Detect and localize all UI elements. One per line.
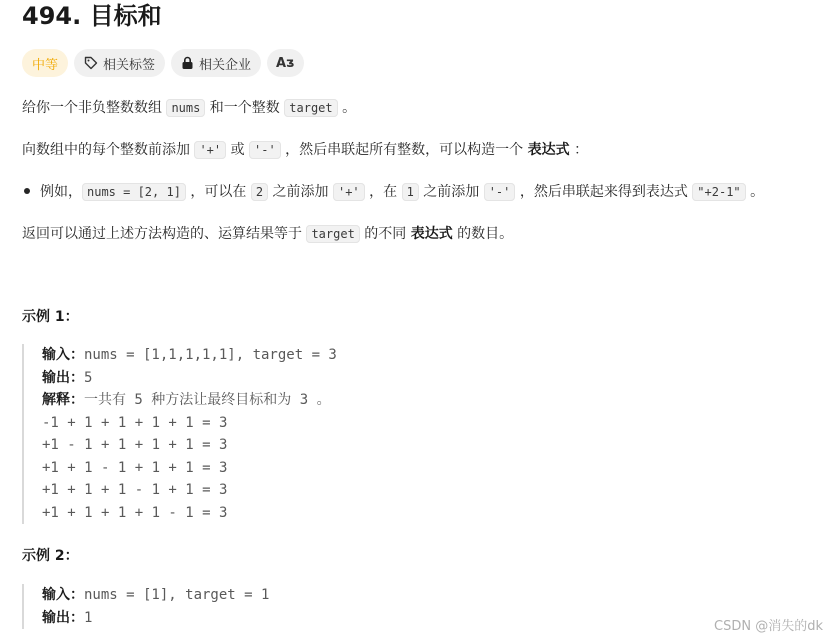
example-expression-line: +1 + 1 + 1 + 1 - 1 = 3 — [42, 504, 228, 521]
example-expression-line: -1 + 1 + 1 + 1 + 1 = 3 — [42, 414, 228, 431]
example-1-block — [22, 344, 337, 524]
desc-text: ，在 — [364, 184, 402, 200]
example-output — [42, 367, 337, 390]
example-2-title: 示例 2： — [22, 548, 79, 564]
desc-text: 或 — [226, 142, 250, 158]
explain-value: 一共有 5 种方法让最终目标和为 3 。 — [84, 392, 331, 408]
tag-row — [22, 49, 304, 77]
inline-code: "+2-1" — [692, 183, 745, 201]
bullet-dot — [24, 188, 30, 194]
example-explanation — [42, 389, 337, 412]
inline-code: '-' — [484, 183, 516, 201]
desc-text: 。 — [745, 184, 765, 200]
inline-code: 1 — [402, 183, 419, 201]
inline-code: 2 — [251, 183, 268, 201]
inline-code: '+' — [333, 183, 365, 201]
lock-icon — [181, 56, 194, 70]
example-expression-line: +1 + 1 - 1 + 1 + 1 = 3 — [42, 459, 228, 476]
explain-label: 解释： — [42, 392, 84, 408]
bold-term: 表达式 — [410, 226, 453, 242]
desc-text: 和一个整数 — [205, 100, 285, 116]
input-label: 输入： — [42, 347, 84, 363]
input-label: 输入： — [42, 587, 84, 603]
related-companies-label: 相关企业 — [199, 57, 252, 73]
output-label: 输出： — [42, 369, 84, 386]
desc-text: ，然后串联起所有整数，可以构造一个 — [280, 142, 528, 158]
problem-title: 494. 目标和 — [22, 2, 162, 30]
example-1-title: 示例 1： — [22, 309, 79, 325]
font-size-button[interactable]: Aᴣ — [267, 49, 303, 77]
desc-bullet — [22, 181, 764, 203]
input-value: nums = [1], target = 1 — [84, 587, 270, 603]
related-companies-button[interactable] — [171, 49, 261, 77]
output-value: 5 — [84, 369, 93, 386]
desc-paragraph-3 — [22, 223, 513, 245]
example-input — [42, 344, 337, 367]
watermark: CSDN @消失的dk — [714, 619, 823, 634]
example-output — [42, 607, 269, 630]
input-value: nums = [1,1,1,1,1], target = 3 — [84, 347, 337, 363]
desc-text: ，可以在 — [185, 184, 251, 200]
example-expression-line: +1 + 1 + 1 - 1 + 1 = 3 — [42, 482, 228, 498]
example-expression-line: +1 - 1 + 1 + 1 + 1 = 3 — [42, 437, 228, 453]
inline-code: '+' — [194, 141, 226, 159]
difficulty-badge[interactable]: 中等 — [22, 49, 68, 77]
inline-code: nums = [2, 1] — [82, 183, 186, 201]
desc-text: 的不同 — [359, 226, 411, 242]
desc-text: 之前添加 — [268, 184, 333, 200]
desc-text: 之前添加 — [418, 184, 484, 200]
desc-text: 。 — [337, 100, 357, 116]
desc-text: 的数目。 — [452, 226, 514, 242]
inline-code: '-' — [249, 141, 281, 159]
desc-text: ： — [569, 142, 589, 158]
inline-code: target — [284, 99, 337, 117]
example-2-block — [22, 584, 269, 629]
output-value: 1 — [84, 609, 93, 626]
desc-text: 给你一个非负整数数组 — [22, 100, 167, 116]
inline-code: target — [306, 225, 359, 243]
inline-code: nums — [166, 99, 205, 117]
desc-text: ，然后串联起来得到表达式 — [515, 184, 693, 200]
related-tags-label: 相关标签 — [103, 57, 156, 73]
desc-text: 例如， — [40, 184, 82, 200]
desc-text: 向数组中的每个整数前添加 — [22, 142, 195, 158]
output-label: 输出： — [42, 609, 84, 626]
bold-term: 表达式 — [527, 142, 570, 158]
desc-text: 返回可以通过上述方法构造的、运算结果等于 — [22, 226, 307, 242]
desc-paragraph-2 — [22, 139, 588, 161]
desc-paragraph-1 — [22, 97, 356, 119]
example-input — [42, 584, 269, 607]
related-tags-button[interactable] — [74, 49, 165, 77]
tag-icon — [84, 56, 98, 70]
